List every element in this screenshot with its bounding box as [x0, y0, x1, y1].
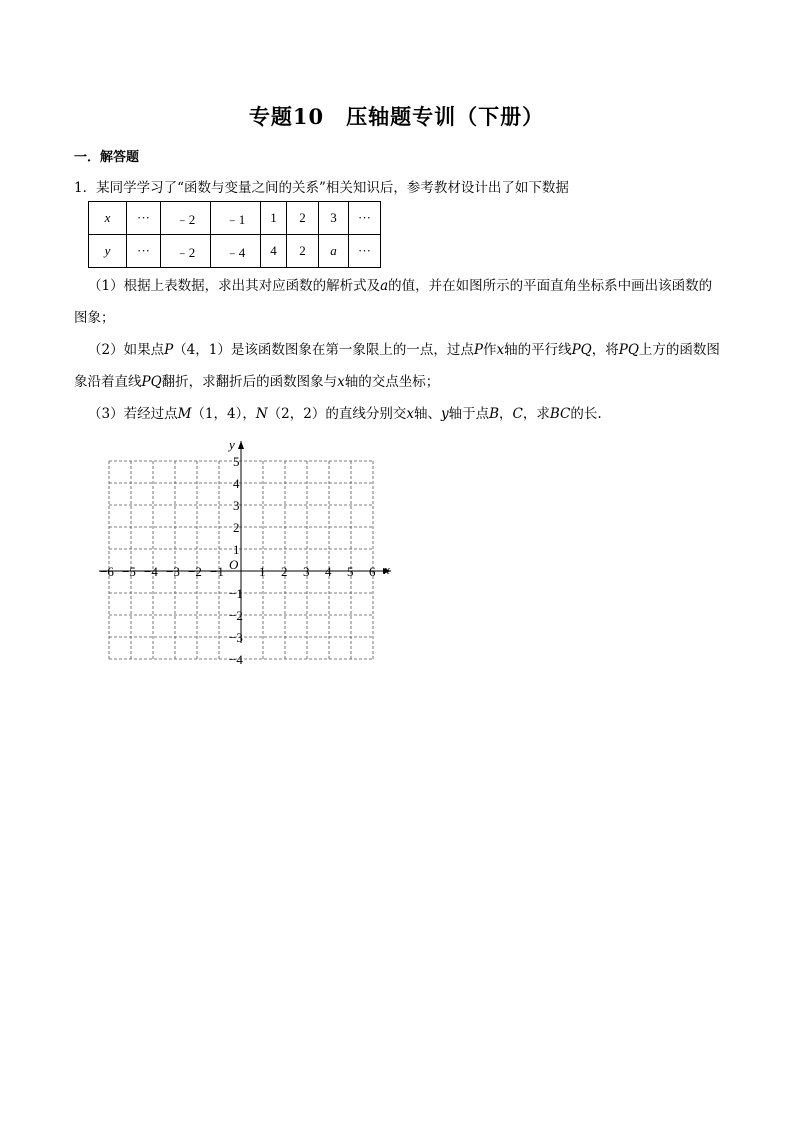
table-cell: ﹣2	[161, 202, 211, 235]
part-3-text: （3）若经过点M（1，4），N（2，2）的直线分别交x轴、y轴于点B，C，求BC的长.	[88, 406, 602, 422]
table-cell: a	[319, 235, 349, 268]
part-2-text: （2）如果点P（4，1）是该函数图象在第一象限上的一点，过点P作x轴的平行线PQ，将PQ上方的函数图象沿着直线PQ翻折，求翻折后的函数图象与x轴的交点坐标；	[74, 342, 720, 390]
x-tick-label: 3	[303, 564, 310, 579]
question-text: 某同学学习了“函数与变量之间的关系”相关知识后，参考教材设计出了如下数据	[96, 180, 569, 196]
section-heading: 一．解答题	[74, 150, 140, 165]
x-axis-label: x	[384, 562, 390, 577]
y-axis-arrow-icon	[238, 441, 244, 449]
table-cell: ···	[349, 202, 381, 235]
x-tick-label: −6	[100, 564, 114, 579]
table-cell: ﹣2	[161, 235, 211, 268]
y-tick-label: −3	[229, 630, 243, 645]
x-tick-label: 6	[369, 564, 376, 579]
table-cell: 4	[261, 235, 287, 268]
x-tick-label: 2	[281, 564, 288, 579]
table-cell: 2	[287, 202, 319, 235]
x-tick-label: −5	[122, 564, 136, 579]
x-tick-label: −4	[144, 564, 158, 579]
y-tick-label: 2	[233, 520, 240, 535]
x-tick-label: 5	[347, 564, 354, 579]
table-row-x	[89, 202, 381, 235]
origin-label: O	[229, 557, 239, 572]
title-part2: 压轴题专训（下册）	[346, 104, 545, 129]
question-number: 1．	[74, 180, 97, 196]
x-tick-label: −2	[188, 564, 202, 579]
table-cell: y	[89, 235, 127, 268]
x-tick-label: 4	[325, 564, 332, 579]
table-cell: 2	[287, 235, 319, 268]
table-row-y	[89, 235, 381, 268]
y-tick-label: 1	[233, 542, 240, 557]
table-cell: ···	[349, 235, 381, 268]
table-cell: 3	[319, 202, 349, 235]
x-tick-label: −1	[210, 564, 224, 579]
y-tick-label: 4	[233, 476, 240, 491]
coordinate-grid	[86, 426, 406, 676]
y-tick-label: 5	[233, 454, 240, 469]
y-tick-label: −1	[229, 586, 243, 601]
x-tick-label: −3	[166, 564, 180, 579]
table-cell: 1	[261, 202, 287, 235]
y-tick-label: 3	[233, 498, 240, 513]
x-tick-label: 1	[259, 564, 266, 579]
table-cell: ···	[127, 235, 161, 268]
data-table	[88, 201, 381, 268]
y-tick-label: −4	[229, 652, 243, 667]
table-cell: ﹣1	[211, 202, 261, 235]
table-cell: ﹣4	[211, 235, 261, 268]
part-1-text: （1）根据上表数据，求出其对应函数的解析式及a的值，并在如图所示的平面直角坐标系中画出该函数的图象；	[74, 278, 713, 326]
y-tick-label: −2	[229, 608, 243, 623]
table-cell: ···	[127, 202, 161, 235]
page-title	[0, 101, 793, 131]
y-axis-label: y	[229, 437, 235, 452]
title-part1: 专题10	[248, 104, 325, 129]
question-stem	[74, 176, 569, 196]
table-cell: x	[89, 202, 127, 235]
